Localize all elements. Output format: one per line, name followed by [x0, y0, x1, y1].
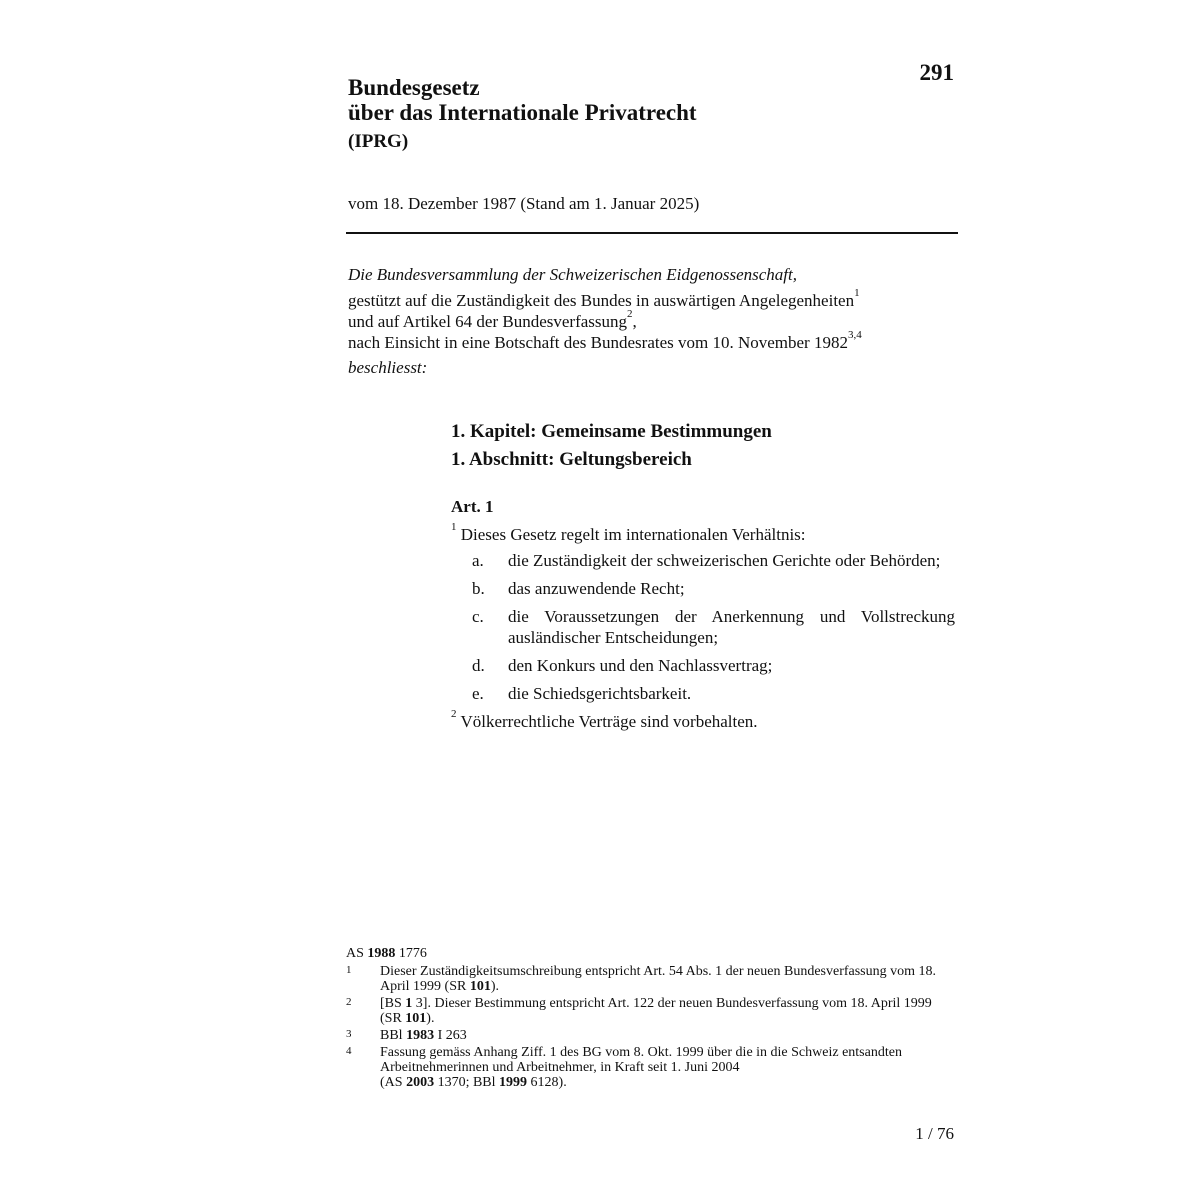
list-letter: b. — [472, 579, 485, 598]
sr-number: 291 — [919, 60, 954, 85]
fn-seg: I 263 — [437, 1028, 467, 1043]
fn-seg: 3]. Dieser Bestimmung entspricht Art. 122 der neuen Bundesverfassung vom 18. April 1999 (SR — [380, 996, 932, 1026]
fn-seg: (AS — [380, 1075, 403, 1090]
article-body — [451, 521, 955, 732]
list-letter: d. — [472, 656, 485, 675]
fn-seg: [BS — [380, 996, 402, 1011]
fn-seg: ). — [426, 1011, 435, 1026]
fn-seg: 6128). — [530, 1075, 567, 1090]
paragraph-number: 1 — [451, 521, 457, 533]
list-item — [451, 550, 955, 571]
footnote-2 — [346, 996, 946, 1026]
footnote-number: 4 — [346, 1045, 352, 1057]
paragraph-2-text: Völkerrechtliche Verträge sind vorbehalten. — [460, 712, 758, 731]
footnote-1 — [346, 964, 946, 994]
paragraph-number: 2 — [451, 708, 457, 720]
footnote-text — [380, 1028, 946, 1043]
fn-seg: 1370; BBl — [437, 1075, 496, 1090]
date-line: vom 18. Dezember 1987 (Stand am 1. Januar 2025) — [348, 194, 700, 213]
chapter-heading: 1. Kapitel: Gemeinsame Bestimmungen — [451, 421, 772, 442]
title-divider — [346, 232, 958, 234]
fn-bold: 1 — [405, 996, 413, 1011]
preamble-line-3-text: nach Einsicht in eine Botschaft des Bundesrates vom 10. November 1982 — [348, 333, 848, 352]
title-line-1: Bundesgesetz — [348, 75, 480, 100]
paragraph-2 — [451, 708, 955, 732]
list-letter: e. — [472, 684, 484, 703]
footnote-number: 2 — [346, 996, 352, 1008]
footnote-text — [380, 996, 946, 1026]
enacting-body: Die Bundesversammlung der Schweizerischen Eidgenossenschaft, — [348, 265, 797, 284]
paragraph-1-text: Dieses Gesetz regelt im internationalen Verhältnis: — [460, 525, 806, 544]
list-text: das anzuwendende Recht; — [508, 579, 685, 598]
footnote-ref[interactable]: 3,4 — [847, 329, 862, 341]
list-text: die Schiedsgerichtsbarkeit. — [508, 684, 692, 703]
preamble-line-1-text: gestützt auf die Zuständigkeit des Bundes in auswärtigen Angelegenheiten — [348, 291, 855, 310]
law-title — [348, 75, 697, 154]
as-year: 1988 — [367, 946, 396, 961]
article-title: Art. 1 — [451, 497, 494, 516]
list-item — [451, 606, 955, 648]
law-abbreviation: (IPRG) — [348, 131, 409, 152]
footnote-3 — [346, 1028, 946, 1043]
official-collection-ref — [346, 946, 946, 961]
fn-seg: ). — [490, 979, 500, 994]
fn-bold[interactable]: 101 — [405, 1011, 427, 1026]
preamble-line-2 — [348, 308, 958, 332]
list-letter: c. — [472, 607, 484, 626]
preamble — [348, 264, 958, 379]
footnote-number: 1 — [346, 964, 352, 976]
footnotes — [346, 946, 946, 1092]
fn-bold: 1983 — [406, 1028, 435, 1043]
as-page: 1776 — [398, 946, 427, 961]
list-item — [451, 683, 955, 704]
footnote-text — [380, 964, 946, 994]
fn-seg: BBl — [380, 1028, 403, 1043]
footnote-text — [380, 1045, 946, 1090]
preamble-line-2-text: und auf Artikel 64 der Bundesverfassung — [348, 312, 628, 331]
list-item — [451, 655, 955, 676]
preamble-line-2-end: , — [632, 312, 637, 331]
paragraph-1 — [451, 521, 955, 545]
list-text: die Zuständigkeit der schweizerischen Gerichte oder Behörden; — [508, 551, 941, 570]
footnote-number: 3 — [346, 1028, 352, 1040]
fn-seg: Dieser Zuständigkeitsumschreibung entspricht Art. 54 Abs. 1 der neuen Bundesverfassung vom 18. April 1999 (SR — [380, 964, 937, 994]
resolves: beschliesst: — [348, 358, 428, 377]
list-text: den Konkurs und den Nachlassvertrag; — [508, 656, 773, 675]
section-heading: 1. Abschnitt: Geltungsbereich — [451, 449, 692, 470]
footnote-4 — [346, 1045, 946, 1090]
fn-seg: Fassung gemäss Anhang Ziff. 1 des BG vom 8. Okt. 1999 über die in die Schweiz entsandten Arbeitnehmerinnen und Arbeitnehmer, in Kraft seit 1. Juni 2004 — [380, 1045, 902, 1075]
fn-bold: 2003 — [406, 1075, 435, 1090]
article-list — [451, 550, 955, 704]
list-letter: a. — [472, 551, 484, 570]
footnote-ref[interactable]: 2 — [627, 308, 633, 320]
title-line-2: über das Internationale Privatrecht — [348, 100, 697, 125]
list-text: die Voraussetzungen der Anerkennung und Vollstreckung ausländischer Entscheidungen; — [508, 607, 955, 647]
fn-bold: 1999 — [499, 1075, 528, 1090]
fn-bold[interactable]: 101 — [469, 979, 491, 994]
footnote-ref[interactable]: 1 — [854, 287, 860, 299]
list-item — [451, 578, 955, 599]
preamble-line-1 — [348, 287, 958, 311]
preamble-line-3 — [348, 329, 958, 353]
as-prefix: AS — [346, 946, 364, 961]
page-indicator: 1 / 76 — [915, 1124, 954, 1143]
headings — [451, 418, 772, 474]
